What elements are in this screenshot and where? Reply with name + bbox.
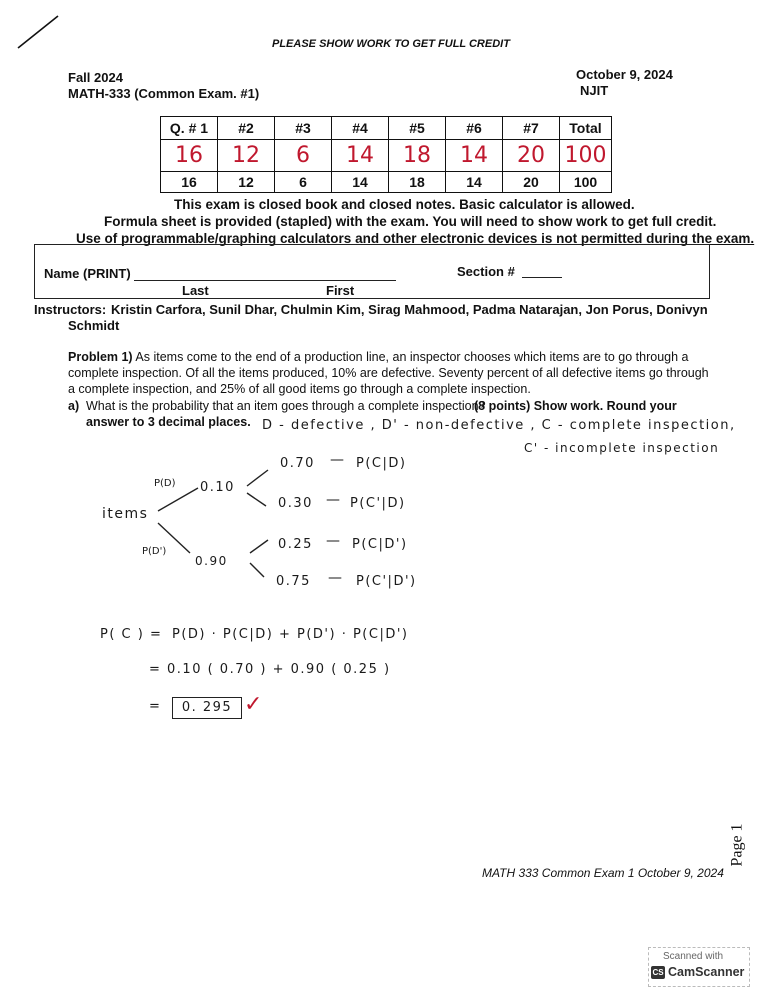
branch-1-label: P(C|D) [356, 456, 407, 471]
score-mark: 18 [389, 140, 446, 172]
exam-footer: MATH 333 Common Exam 1 October 9, 2024 [482, 866, 724, 880]
score-mark: 16 [161, 140, 218, 172]
score-points: 14 [332, 172, 389, 193]
score-header: #2 [218, 117, 275, 140]
problem-text-2: complete inspection. Of all the items produced, 10% are defective. Seventy percent of all defective items go through [68, 366, 709, 380]
instruction-line-3: Use of programmable/graphing calculators and other electronic devices is not permitted during the exam. [76, 231, 755, 246]
score-mark: 14 [446, 140, 503, 172]
score-points: 14 [446, 172, 503, 193]
part-a-points-2: answer to 3 decimal places. [86, 415, 251, 429]
legend-line-1: D - defective , D' - non-defective , C - complete inspection, [262, 418, 736, 433]
branch-4-dash: — [328, 570, 344, 586]
problem-label: Problem 1) [68, 350, 133, 364]
score-points: 12 [218, 172, 275, 193]
grader-check-mark: ✓ [244, 692, 264, 717]
section-label: Section # [457, 264, 515, 279]
branch-2-label: P(C'|D) [350, 496, 406, 511]
branch-4-label: P(C'|D') [356, 574, 417, 589]
page-number [730, 822, 766, 872]
semester: Fall 2024 [68, 70, 123, 85]
final-answer-box: 0. 295 [172, 697, 242, 719]
score-header: #5 [389, 117, 446, 140]
score-header: #7 [503, 117, 560, 140]
page-label: Page 1 [728, 823, 746, 867]
first-label: First [326, 283, 355, 298]
score-header: #6 [446, 117, 503, 140]
part-a-points: (8 points) Show work. Round your [474, 399, 677, 413]
score-mark: 100 [560, 140, 612, 172]
part-a-text: What is the probability that an item goes through a complete inspection? [86, 399, 486, 413]
instruction-line-2: Formula sheet is provided (stapled) with the exam. You will need to show work to get full credit. [104, 214, 717, 229]
score-mark: 6 [275, 140, 332, 172]
branch-3-label: P(C|D') [352, 537, 408, 552]
instructors-names-cont: Schmidt [68, 318, 120, 333]
tree-pdp-label: P(D') [142, 546, 167, 557]
branch-1-dash: — [330, 452, 346, 468]
score-points: 100 [560, 172, 612, 193]
tree-root: items [102, 506, 149, 522]
camscanner-logo-icon: CS [652, 968, 664, 977]
equation-3-equals: = [149, 699, 162, 714]
branch-3-value: 0.25 [278, 537, 313, 552]
equation-1-lhs: P( C ) = [100, 627, 163, 642]
equation-2: = 0.10 ( 0.70 ) + 0.90 ( 0.25 ) [149, 662, 391, 677]
scanned-with-text: Scanned with [663, 951, 724, 962]
legend-line-2: C' - incomplete inspection [524, 441, 720, 455]
score-mark: 20 [503, 140, 560, 172]
problem-text-3: a complete inspection, and 25% of all good items go through a complete inspection. [68, 382, 531, 396]
score-points: 6 [275, 172, 332, 193]
course: MATH-333 (Common Exam. #1) [68, 86, 260, 101]
tree-pd-label: P(D) [154, 478, 176, 489]
score-points: 18 [389, 172, 446, 193]
exam-date: October 9, 2024 [576, 67, 673, 82]
score-header: #3 [275, 117, 332, 140]
score-points: 16 [161, 172, 218, 193]
camscanner-text: CamScanner [668, 965, 745, 979]
branch-2-value: 0.30 [278, 496, 313, 511]
branch-3-dash: — [326, 533, 342, 549]
branch-1-value: 0.70 [280, 456, 315, 471]
branch-2-dash: — [326, 492, 342, 508]
score-header: Total [560, 117, 612, 140]
camscanner-badge [648, 947, 750, 987]
institution: NJIT [580, 83, 609, 98]
score-points: 20 [503, 172, 560, 193]
score-mark: 12 [218, 140, 275, 172]
part-a-label: a) [68, 399, 80, 413]
name-label: Name (PRINT) [44, 266, 131, 281]
score-mark: 14 [332, 140, 389, 172]
branch-4-value: 0.75 [276, 574, 311, 589]
tree-pd-value: 0.10 [200, 480, 235, 495]
problem-text-1: As items come to the end of a production line, an inspector chooses which items are to go through a [135, 350, 689, 364]
score-header: Q. # 1 [161, 117, 218, 140]
equation-1-rhs: P(D) · P(C|D) + P(D') · P(C|D') [172, 627, 409, 642]
instruction-line-1: This exam is closed book and closed notes. Basic calculator is allowed. [174, 197, 635, 212]
tree-pdp-value: 0.90 [195, 554, 228, 568]
instructors-names: Kristin Carfora, Sunil Dhar, Chulmin Kim, Sirag Mahmood, Padma Natarajan, Jon Porus, Donivyn [111, 302, 708, 317]
notice: PLEASE SHOW WORK TO GET FULL CREDIT [272, 38, 510, 50]
score-header: #4 [332, 117, 389, 140]
instructors-label: Instructors: [34, 302, 107, 317]
last-label: Last [182, 283, 209, 298]
